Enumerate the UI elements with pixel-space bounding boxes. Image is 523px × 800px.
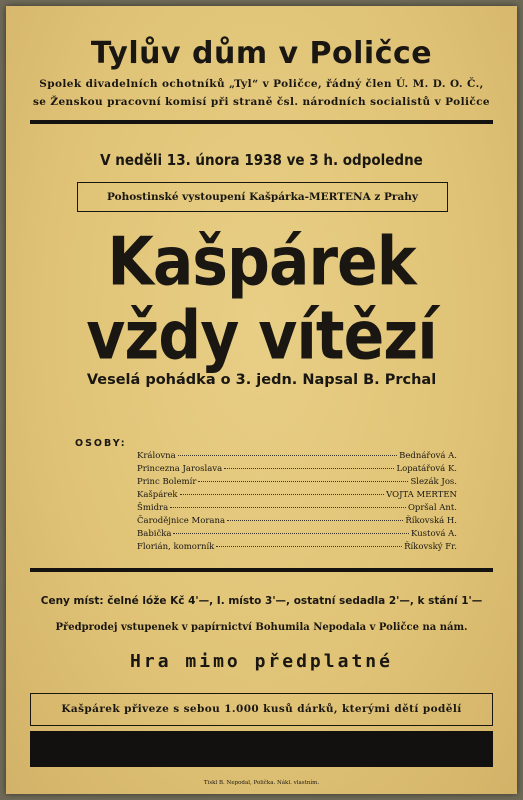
guest-performance-box: Pohostinské vystoupení Kašpárka-MERTENA z Prahy — [77, 182, 448, 212]
play-title-line-1: Kašpárek — [107, 222, 416, 302]
cast-actor: Říkovská H. — [405, 516, 457, 526]
cast-actor: VOJTA MERTEN — [386, 490, 457, 500]
cast-role: Florián, komorník — [137, 542, 215, 552]
cast-row — [137, 529, 457, 542]
cast-role: Babička — [137, 529, 172, 539]
cast-row — [137, 542, 457, 555]
cast-row — [137, 516, 457, 529]
play-title-line-2: vždy vítězí — [86, 296, 437, 376]
dot-leader — [178, 455, 397, 456]
dot-leader — [198, 481, 408, 482]
cast-actor: Bednářová A. — [399, 451, 457, 461]
cast-role: Šmidra — [137, 503, 169, 513]
cast-role: Kašpárek — [137, 490, 178, 500]
cast-role: Královna — [137, 451, 176, 461]
gifts-box: Kašpárek přiveze s sebou 1.000 kusů dárků, kterými dětí podělí — [30, 693, 493, 726]
cast-actor: Lopatářová K. — [396, 464, 457, 474]
header-rule — [30, 120, 493, 124]
cast-role: Čarodějnice Morana — [137, 516, 226, 526]
cast-actor: Opršal Ant. — [407, 503, 457, 513]
cast-row — [137, 451, 457, 464]
cast-actor: Slezák Jos. — [410, 477, 457, 487]
cast-row — [137, 477, 457, 490]
ticket-prices: Ceny míst: čelné lóže Kč 4'—, I. místo 3'—, ostatní sedadla 2'—, k stání 1'— — [40, 595, 483, 607]
dot-leader — [224, 468, 394, 469]
subscription-note: Hra mimo předplatné — [130, 651, 393, 672]
dot-leader — [180, 494, 385, 495]
cast-actor: Kustová A. — [411, 529, 457, 539]
cast-role: Princ Bolemír — [137, 477, 197, 487]
printer-credit: Tiskl B. Nepodal, Polička. Nákl. vlastním. — [203, 780, 320, 786]
event-date: V neděli 13. února 1938 ve 3 h. odpoledne — [100, 151, 423, 169]
dot-leader — [173, 533, 409, 534]
poster — [6, 6, 517, 794]
presale-info: Předprodej vstupenek v papírnictví Bohumila Nepodala v Poličce na nám. — [55, 622, 468, 633]
cast-row — [137, 490, 457, 503]
cast-row — [137, 464, 457, 477]
cast-row — [137, 503, 457, 516]
dot-leader — [227, 520, 403, 521]
organizer-line-1: Spolek divadelních ochotníků „Tyl“ v Poličce, řádný člen Ú. M. D. O. Č., — [39, 78, 484, 90]
cast-list — [137, 451, 457, 555]
dot-leader — [170, 507, 406, 508]
cast-rule — [30, 568, 493, 572]
cast-role: Princezna Jaroslava — [137, 464, 223, 474]
dot-leader — [216, 546, 402, 547]
organizer-line-2: se Ženskou pracovní komisí při straně čsl. národních socialistů v Poličce — [32, 96, 491, 108]
play-subtitle: Veselá pohádka o 3. jedn. Napsal B. Prchal — [86, 372, 437, 388]
poster-title: Tylův dům v Poličce — [90, 36, 433, 71]
cast-heading: OSOBY: — [75, 438, 127, 449]
black-band — [30, 731, 493, 767]
cast-actor: Říkovský Fr. — [404, 542, 457, 552]
